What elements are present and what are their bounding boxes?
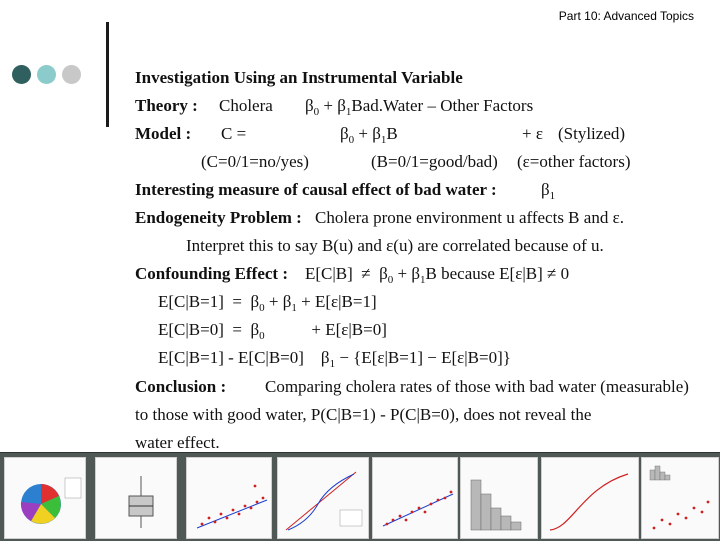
- model-error: + ε: [522, 124, 543, 143]
- model-label: Model :: [135, 124, 192, 143]
- confounding-equation: $E[C|B] \ne \beta_0 + \beta_1B$ because E[ε|B] ≠ 0: [305, 264, 570, 286]
- thumbnail-probability-plot[interactable]: [277, 457, 369, 539]
- interesting-symbol: $\beta_1$: [541, 180, 556, 202]
- confounding-label: Confounding Effect :: [135, 264, 289, 283]
- equation-difference: E[C|B=1] - E[C|B=0] $\beta_1 - \{E[\varepsilon|B=1] - E[\varepsilon|B=0]\}$: [158, 348, 511, 370]
- model-note: (Stylized): [558, 124, 626, 143]
- thumbnail-scatter-2[interactable]: [372, 457, 458, 539]
- model-def-b: (B=0/1=good/bad): [371, 152, 498, 171]
- thumbnail-histogram[interactable]: [460, 457, 538, 539]
- equation-b0: $E[C|B=0] = \beta_0$ + E[ε|B=0]: [158, 320, 387, 342]
- conclusion-line-1: Comparing cholera rates of those with bad water (measurable): [265, 377, 689, 396]
- model-def-e: (ε=other factors): [517, 152, 631, 171]
- slide-title: Investigation Using an Instrumental Variable: [135, 68, 463, 87]
- endogeneity-label: Endogeneity Problem :: [135, 208, 302, 227]
- model-lhs: C =: [221, 124, 247, 143]
- thumbnail-scatter-1[interactable]: [186, 457, 272, 539]
- interpret-text: Interpret this to say B(u) and ε(u) are correlated because of u.: [186, 236, 604, 255]
- equation-b1: $E[C|B=1] = \beta_0 + \beta_1 + E[\varepsilon|B=1]$: [158, 292, 377, 314]
- thumbnail-pie-chart[interactable]: [4, 457, 86, 539]
- probability-plot-icon: [278, 458, 368, 538]
- scatter-plot-icon: [187, 458, 271, 538]
- theory-equation: $\beta_0$ + $\beta_1Bad.Water$ – Other Factors: [305, 96, 534, 118]
- thumbnail-cumulative-curve[interactable]: [541, 457, 639, 539]
- model-def-c: (C=0/1=no/yes): [201, 152, 309, 171]
- thumbnail-strip: [0, 452, 720, 541]
- pie-chart-icon: [5, 458, 85, 538]
- cumulative-curve-icon: [542, 458, 638, 538]
- thumbnail-scatter-3[interactable]: [641, 457, 719, 539]
- theory-text: Cholera: [219, 96, 273, 115]
- conclusion-label: Conclusion :: [135, 377, 227, 396]
- histogram-icon: [461, 458, 537, 538]
- model-equation: $\beta_0 + \beta_1B$: [340, 124, 398, 146]
- interesting-label: Interesting measure of causal effect of bad water :: [135, 180, 497, 199]
- scatter-plot-icon: [642, 458, 718, 538]
- conclusion-line-2: to those with good water, P(C|B=1) - P(C|B=0), does not reveal the: [135, 405, 592, 424]
- endogeneity-text: Cholera prone environment u affects B and ε.: [315, 208, 624, 227]
- theory-label: Theory :: [135, 96, 198, 115]
- box-plot-icon: [96, 458, 176, 538]
- conclusion-line-3: water effect.: [135, 433, 220, 452]
- scatter-plot-icon: [373, 458, 457, 538]
- thumbnail-box-plot[interactable]: [95, 457, 177, 539]
- header-title: Part 10: Advanced Topics: [558, 9, 694, 23]
